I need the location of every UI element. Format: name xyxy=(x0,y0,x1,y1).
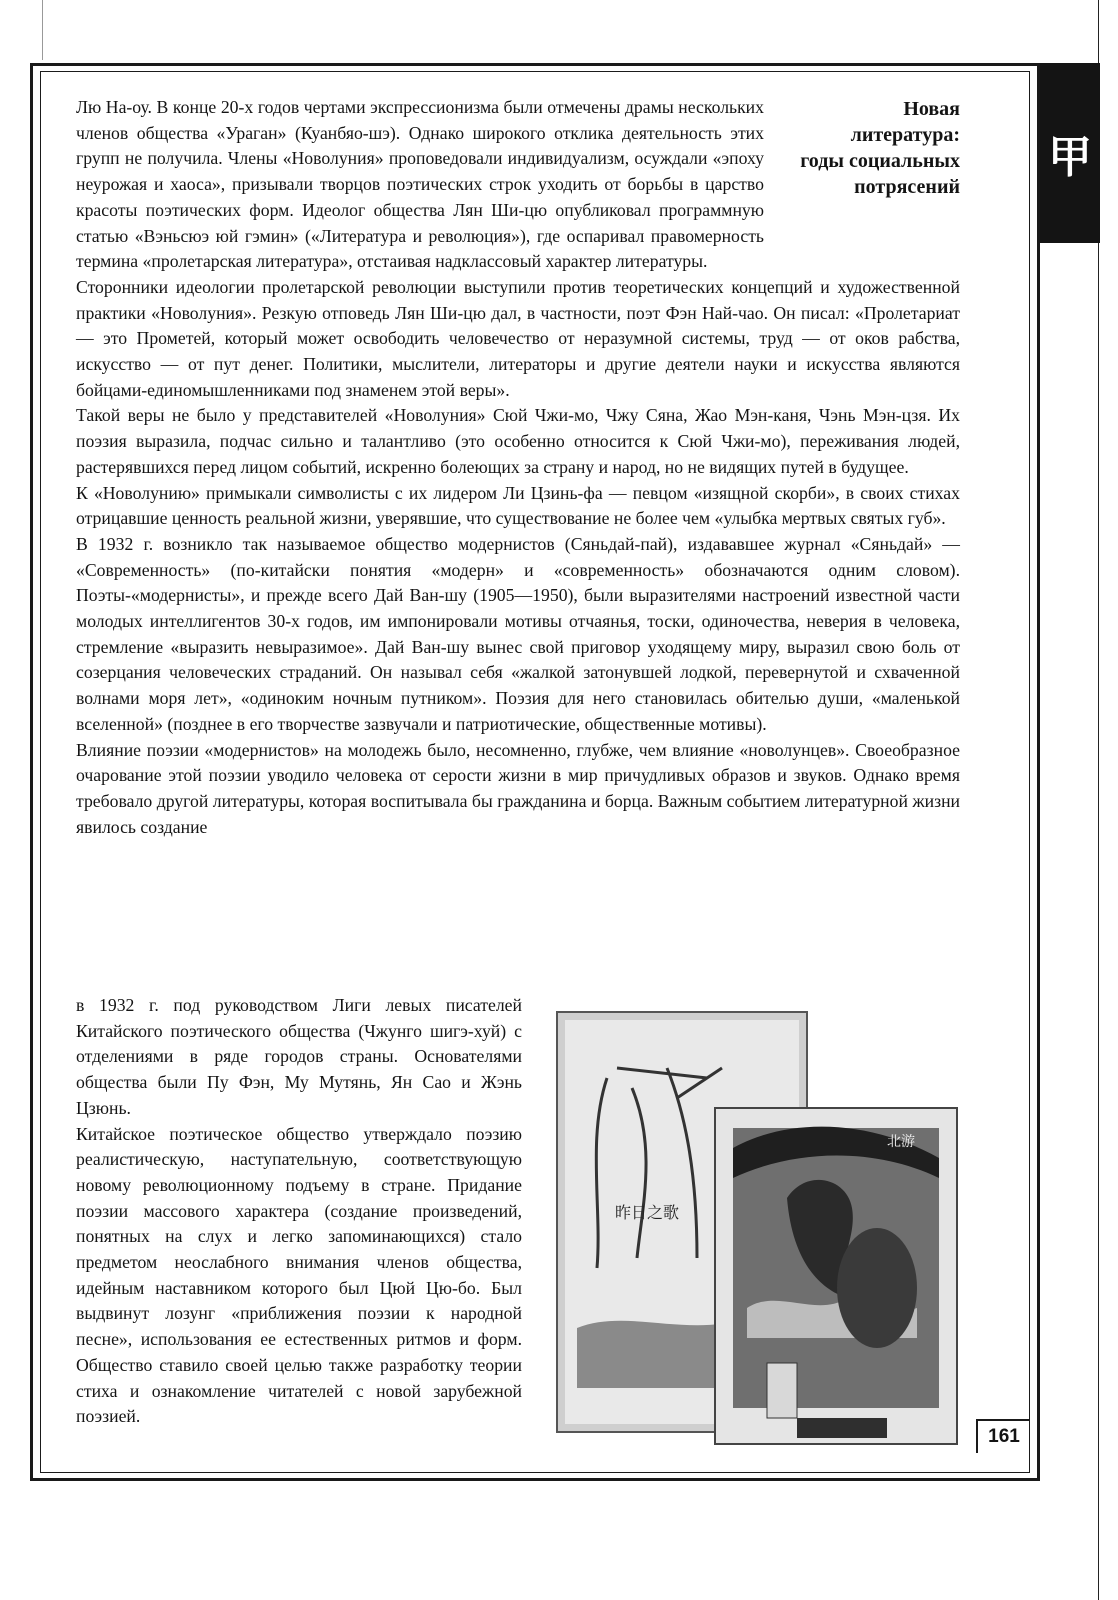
paragraph-1 xyxy=(76,95,960,275)
body-text-bottom xyxy=(76,993,522,1430)
paragraph-4: К «Новолунию» примыкали символисты с их лидером Ли Цзинь-фа — певцом «изящной скорби», в своих стихах отрицавшие ценность реальной жизни, уверявшие, что существование не более чем «улыбка мертвых святых губ». xyxy=(76,482,960,529)
paragraph-6: Влияние поэзии «модернистов» на молодежь было, несомненно, глубже, чем влияние «новолунцев». Своеобразное очарование этой поэзии уводило человека от серости жизни в мир причудливых образов и звуков. Однако время требовало другой литературы, которая воспитывала бы гражданина и борца. Важным событием литературной жизни явилось создание xyxy=(76,739,960,837)
paragraph-3: Такой веры не было у представителей «Новолуния» Сюй Чжи-мо, Чжу Сяна, Жао Мэн-каня, Чэнь Мэн-цзя. Их поэзия выразила, подчас сильно и талантливо (это особенно относится к Сюй Чжи-мо), переживания людей, растерявшихся перед лицом событий, искренно болеющих за страну и народ, но не видящих путей в будущее. xyxy=(76,405,960,477)
paragraph-5: В 1932 г. возникло так называемое общество модернистов (Сяньдай-пай), издававшее журнал «Сяньдай» — «Современность» (по-китайски понятия «модерн» и «современность» обозначаются одним словом). Поэты-«модернисты», и прежде всего Дай Ван-шу (1905—1950), были выразителями настроений известной части молодых интеллигентов 30-х годов, им импонировали мотивы отчаянья, тоски, одиночества, неверия в человека, стремление «выразить невыразимое». Дай Ван-шу вынес свой приговор уходящему миру, выразил свою боль от созерцания человеческих страданий. Он называл себя «жалкой затонувшей лодкой, перевернутой и схваченной волнами моря лет», «одиноким ночным путником». Поэзия для него становилась обителью души, «маленькой вселенной» (позднее в его творчестве зазвучали и патриотические, общественные мотивы). xyxy=(76,533,960,734)
book-covers-photo xyxy=(547,1008,959,1448)
top-rule xyxy=(42,0,43,60)
right-cover-title: 北游 xyxy=(887,1134,915,1150)
book-covers-illustration xyxy=(547,1008,959,1448)
chinese-character-icon: 甲 xyxy=(1048,132,1092,183)
paragraph-7: в 1932 г. под руководством Лиги левых писателей Китайского поэтического общества (Чжунго шигэ-хуй) с отделениями в ряде городов страны. Основателями общества были Пу Фэн, Му Мутянь, Ян Сао и Жэнь Цзюнь. xyxy=(76,995,522,1118)
page-number: 161 xyxy=(976,1419,1030,1453)
paragraph-1-text: Лю На-оу. В конце 20-х годов чертами экспрессионизма были отмечены драмы нескольких членов общества «Ураган» (Куанбяо-шэ). Однако широкого отклика деятельность этих групп не получила. Члены «Новолуния» проповедовали индивидуализм, осуждали «эпоху неурожая и хаоса», призывали творцов поэтических строк уходить от борьбы в царство красоты поэтических форм. Идеолог общества Лян Ши-цю опубликовал программную статью «Вэньсюэ юй гэмин» («Литература и революция»), где оспаривал правомерность термина «пролетарская литература», отстаивая надклассовый характер литературы. xyxy=(76,97,764,272)
right-book-cover xyxy=(715,1108,957,1444)
paragraph-8: Китайское поэтическое общество утверждало поэзию реалистическую, наступательную, соответствующую новому революционному подъему в стране. Придание поэзии массового характера (создание произведений, понятных на слух и легко запоминающихся) стало предметом неослабного внимания членов общества, идейным наставником которого был Цюй Цю-бо. Был выдвинут лозунг «приближения поэзии к народной песне», использования ее естественных ритмов и форм. Общество ставило своей целью также разработку теории стиха и ознакомление читателей с новой зарубежной поэзией. xyxy=(76,1123,522,1427)
section-heading-line: Новая xyxy=(903,98,960,120)
paragraph-2: Сторонники идеологии пролетарской революции выступили против теоретических концепций и художественной практики «Новолуния». Резкую отповедь Лян Ши-цю дал, в частности, поэт Фэн Най-чао. Он писал: «Пролетариат — это Прометей, который может освободить человечество от неразумной системы, труд — от оков рабства, искусство — от пут денег. Политики, мыслители, литераторы и другие деятели науки и искусства являются бойцами-единомышленниками под знаменем этой веры». xyxy=(76,276,960,400)
section-heading-line: литература: xyxy=(850,124,960,146)
body-text-top xyxy=(76,95,960,840)
section-tab xyxy=(1040,63,1100,243)
left-cover-title: 昨日之歌 xyxy=(615,1203,680,1222)
heading-float-spacer xyxy=(764,95,960,249)
section-heading-line: потрясений xyxy=(854,176,960,198)
section-heading-line: годы социальных xyxy=(800,150,960,172)
